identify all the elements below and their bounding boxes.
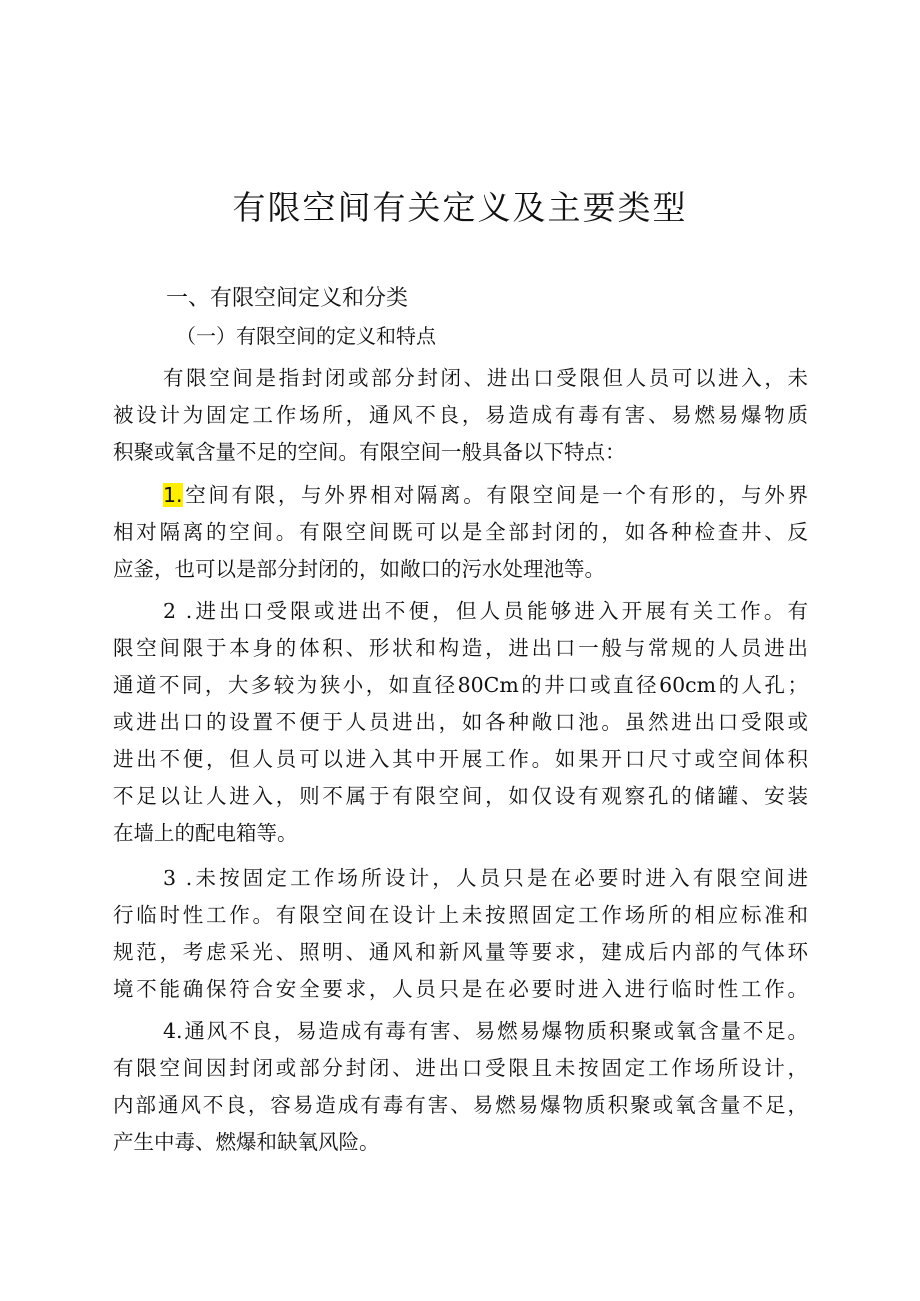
paragraph-line: 内部通风不良，容易造成有毒有害、易燃易爆物质积聚或氧含量不足， [113,1093,808,1117]
paragraph-line: 境不能确保符合安全要求，人员只是在必要时进入进行临时性工作。 [113,977,808,1001]
item-2-paragraph [113,593,808,852]
paragraph-line [113,477,808,514]
paragraph-line: 应釜，也可以是部分封闭的，如敞口的污水处理池等。 [113,557,605,581]
item-1-paragraph [113,477,808,588]
paragraph-line: 3 .未按固定工作场所设计，人员只是在必要时进入有限空间进 [163,866,808,890]
paragraph-line: 积聚或氧含量不足的空间。有限空间一般具备以下特点： [113,440,626,464]
paragraph-line: 限空间限于本身的体积、形状和构造，进出口一般与常规的人员进出 [113,636,808,660]
document-title: 有限空间有关定义及主要类型 [232,188,688,227]
highlighted-item-number: 1. [163,483,183,507]
intro-paragraph [113,360,808,471]
sub-heading: （一）有限空间的定义和特点 [176,324,436,348]
paragraph-line: 2 .进出口受限或进出不便，但人员能够进入开展有关工作。有 [163,599,808,623]
item-4-paragraph [113,1013,808,1161]
paragraph-line: 产生中毒、燃爆和缺氧风险。 [113,1130,380,1154]
paragraph-line: 被设计为固定工作场所，通风不良，易造成有毒有害、易燃易爆物质 [113,403,808,427]
paragraph-line: 或进出口的设置不便于人员进出，如各种敞口池。虽然进出口受限或 [113,710,808,734]
item-3-paragraph [113,860,808,1008]
paragraph-line: 4.通风不良，易造成有毒有害、易燃易爆物质积聚或氧含量不足。 [163,1019,808,1043]
paragraph-line: 有限空间因封闭或部分封闭、进出口受限且未按固定工作场所设计， [113,1056,808,1080]
paragraph-line: 不足以让人进入，则不属于有限空间，如仅设有观察孔的储罐、安装 [113,784,808,808]
section-heading: 一、有限空间定义和分类 [166,286,409,311]
paragraph-line: 有限空间是指封闭或部分封闭、进出口受限但人员可以进入，未 [163,366,808,390]
paragraph-line: 进出不便，但人员可以进入其中开展工作。如果开口尺寸或空间体积 [113,747,808,771]
item-1-first-line-text: 空间有限，与外界相对隔离。有限空间是一个有形的，与外界 [182,483,808,507]
paragraph-line: 规范，考虑采光、照明、通风和新风量等要求，建成后内部的气体环 [113,940,808,964]
paragraph-line: 行临时性工作。有限空间在设计上未按照固定工作场所的相应标准和 [113,903,808,927]
paragraph-line: 在墙上的配电箱等。 [113,821,298,845]
paragraph-line: 相对隔离的空间。有限空间既可以是全部封闭的，如各种检查井、反 [113,520,808,544]
paragraph-line: 通道不同，大多较为狭小，如直径80Cm的井口或直径60cm的人孔； [113,673,808,697]
